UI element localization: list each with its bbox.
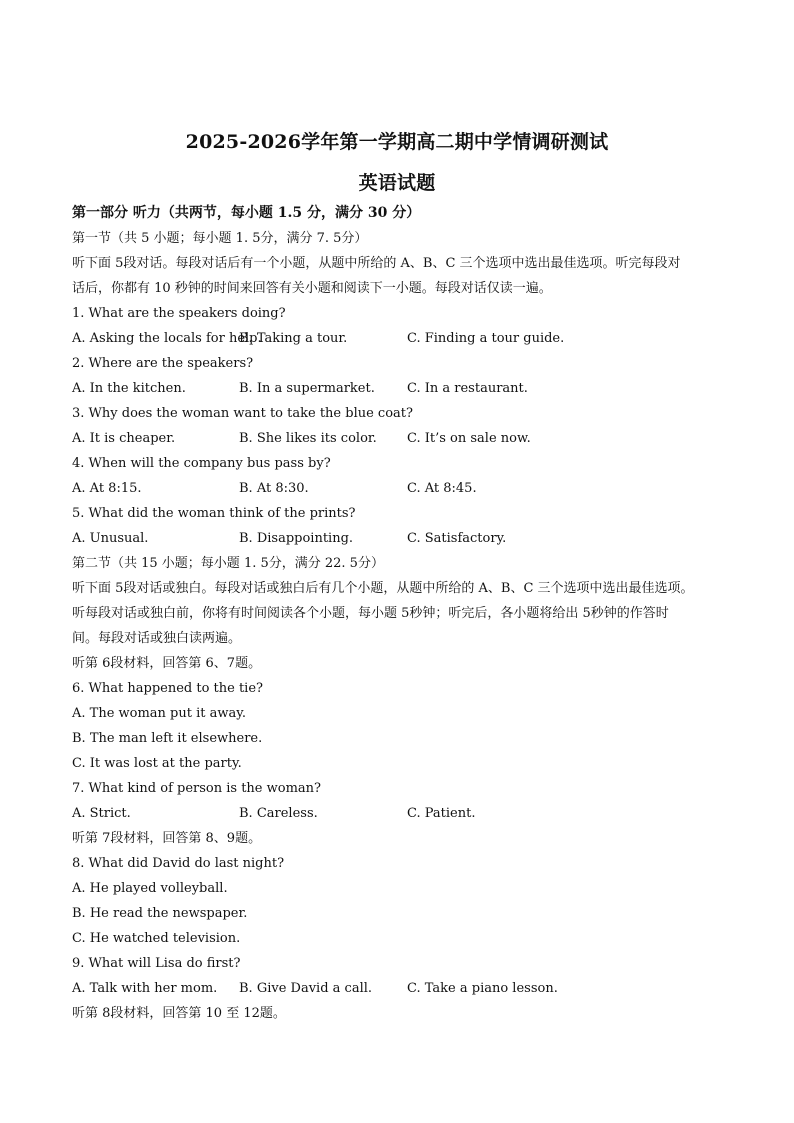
option-b: B. Careless.: [239, 806, 318, 821]
option-c: C. At 8:45.: [407, 481, 477, 496]
section2-instructions-line: 间。每段对话或独白读两遍。: [72, 631, 242, 646]
option-b: B. In a supermarket.: [239, 381, 375, 396]
option-a: A. He played volleyball.: [72, 881, 228, 896]
option-b: B. Give David a call.: [239, 981, 373, 996]
section2-heading: 第二节（共 15 小题；每小题 1. 5分，满分 22. 5分）: [72, 556, 384, 571]
exam-subtitle: 英语试题: [358, 172, 436, 194]
question-stem: 2. Where are the speakers?: [72, 356, 254, 371]
part1-heading: 第一部分 听力（共两节，每小题 1.5 分，满分 30 分）: [72, 205, 421, 221]
question-stem: 5. What did the woman think of the prints?: [72, 506, 356, 521]
option-c: C. It was lost at the party.: [72, 756, 242, 771]
passage-prompt: 听第 8段材料，回答第 10 至 12题。: [72, 1006, 286, 1021]
option-a: A. Strict.: [72, 806, 131, 821]
question-stem: 9. What will Lisa do first?: [72, 956, 241, 971]
option-a: A. Talk with her mom.: [72, 981, 218, 996]
option-b: B. He read the newspaper.: [72, 906, 248, 921]
option-c: C. Patient.: [407, 806, 476, 821]
section2-instructions-line: 听每段对话或独白前，你将有时间阅读各个小题，每小题 5秒钟；听完后，各小题将给出 5秒钟的作答时: [72, 606, 669, 621]
option-b: B. She likes its color.: [239, 431, 377, 446]
section1-heading: 第一节（共 5 小题；每小题 1. 5分，满分 7. 5分）: [72, 231, 368, 246]
option-b: B. Taking a tour.: [239, 331, 348, 346]
option-a: A. It is cheaper.: [72, 431, 176, 446]
option-c: C. Satisfactory.: [407, 531, 507, 546]
option-a: A. Unusual.: [72, 531, 149, 546]
question-options: [72, 326, 732, 351]
question-options: [72, 376, 732, 401]
option-a: A. Asking the locals for help.: [72, 331, 262, 346]
section1-instructions-line: 听下面 5段对话。每段对话后有一个小题，从题中所给的 A、B、C 三个选项中选出最佳选项。听完每段对: [72, 256, 681, 271]
passage-prompt: 听第 7段材料，回答第 8、9题。: [72, 831, 262, 846]
option-c: C. In a restaurant.: [407, 381, 528, 396]
question-stem: 4. When will the company bus pass by?: [72, 456, 331, 471]
question-stem: 6. What happened to the tie?: [72, 681, 264, 696]
option-c: C. He watched television.: [72, 931, 241, 946]
option-c: C. It’s on sale now.: [407, 431, 531, 446]
option-a: A. In the kitchen.: [72, 381, 186, 396]
question-stem: 7. What kind of person is the woman?: [72, 781, 321, 796]
question-options: [72, 976, 732, 1001]
question-options: [72, 801, 732, 826]
question-options: [72, 426, 732, 451]
option-c: C. Finding a tour guide.: [407, 331, 565, 346]
option-c: C. Take a piano lesson.: [407, 981, 558, 996]
passage-prompt: 听第 6段材料，回答第 6、7题。: [72, 656, 262, 671]
question-options: [72, 526, 732, 551]
question-stem: 8. What did David do last night?: [72, 856, 285, 871]
option-a: A. At 8:15.: [72, 481, 142, 496]
exam-title: 2025-2026学年第一学期高二期中学情调研测试: [185, 131, 609, 153]
exam-content: [72, 201, 732, 1026]
option-a: A. The woman put it away.: [72, 706, 247, 721]
section1-instructions-line: 话后，你都有 10 秒钟的时间来回答有关小题和阅读下一小题。每段对话仅读一遍。: [72, 281, 552, 296]
section2-instructions-line: 听下面 5段对话或独白。每段对话或独白后有几个小题，从题中所给的 A、B、C 三个选项中选出最佳选项。: [72, 581, 694, 596]
question-stem: 1. What are the speakers doing?: [72, 306, 286, 321]
option-b: B. At 8:30.: [239, 481, 309, 496]
question-stem: 3. Why does the woman want to take the blue coat?: [72, 406, 413, 421]
question-options: [72, 476, 732, 501]
option-b: B. Disappointing.: [239, 531, 354, 546]
option-b: B. The man left it elsewhere.: [72, 731, 263, 746]
